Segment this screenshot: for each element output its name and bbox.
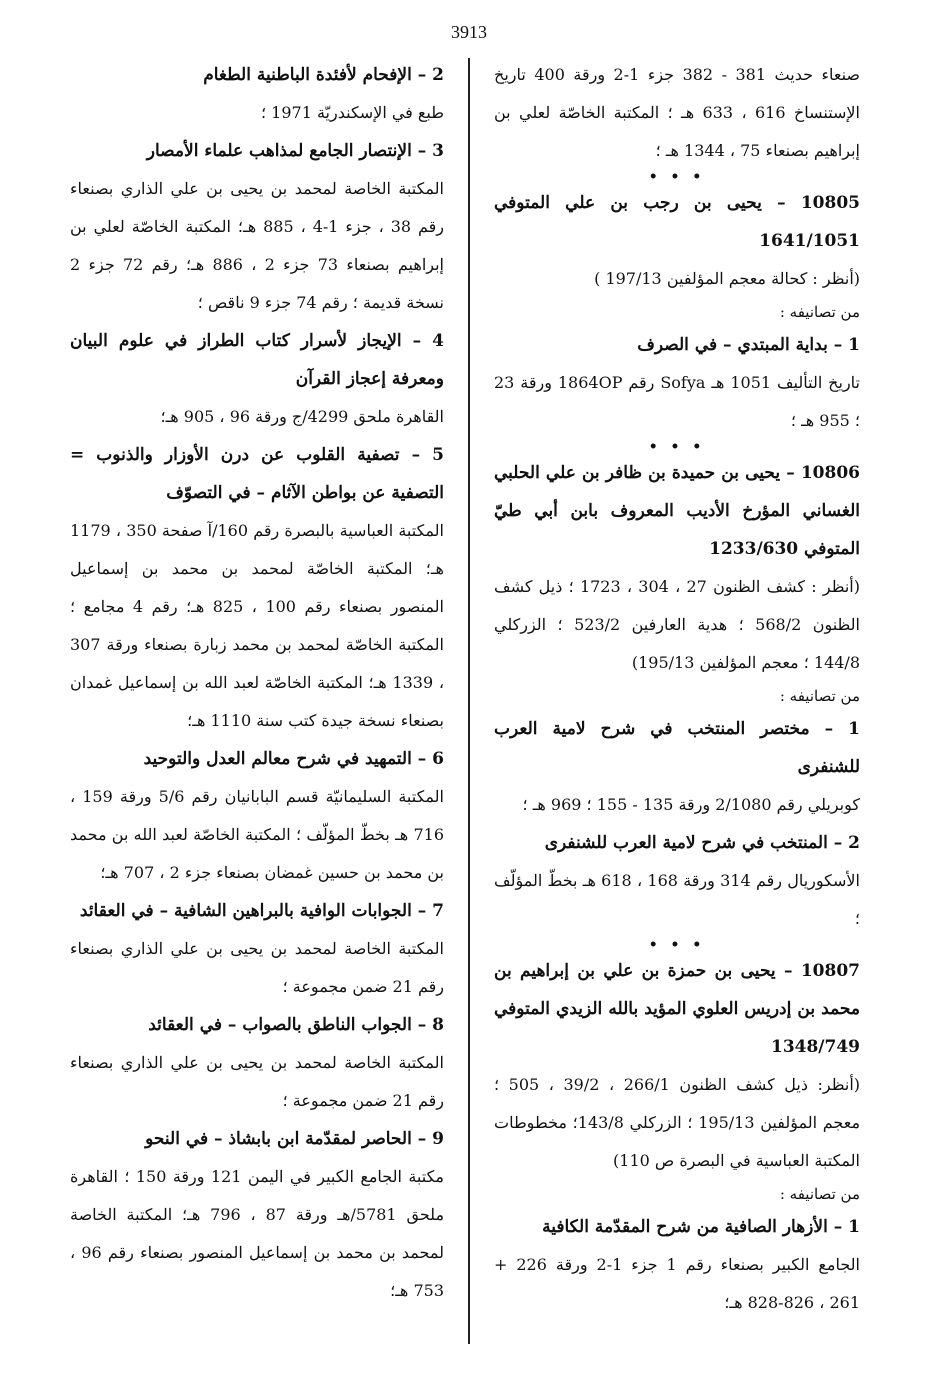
work-heading-5: 1 – بداية المبتدي – في الصرف	[637, 335, 860, 355]
section-label-4: من تصانيفه :	[779, 303, 860, 321]
paragraph-9: المكتبة السليمانيّة قسم البابانيان رقم 5/6 ورقة 159 ، 716 هـ بخطّ المؤلّف ؛ المكتبة الخاصّة لعبد الله بن محمد بن محمد بن حسين غمضان بصنعاء جزء 2 ، 707 هـ؛	[70, 787, 444, 882]
separator-dots-15: • • •	[648, 937, 706, 953]
paragraph-12: كوبريلي رقم 2/1080 ورقة 135 - 155 ؛ 969 هـ ؛	[522, 795, 860, 814]
work-heading-12: 8 – الجواب الناطق بالصواب – في العقائد	[148, 1015, 444, 1035]
entry-heading-16: 10807 – يحيى بن حمزة بن علي بن إبراهيم بن محمد بن إدريس العلوي المؤيد بالله الزيدي المتوفي 1348/749	[494, 961, 860, 1057]
work-heading-8: 6 – التمهيد في شرح معالم العدل والتوحيد	[143, 749, 444, 769]
paragraph-6: تاريخ التأليف 1051 هـ Sofya رقم 1864OP ورقة 23 ؛ 955 هـ ؛	[494, 373, 860, 430]
section-label-18: من تصانيفه :	[779, 1185, 860, 1203]
paragraph-14: الأسكوريال رقم 314 ورقة 168 ، 618 هـ بخطّ المؤلّف ؛	[494, 871, 860, 928]
separator-dots-1: • • •	[648, 169, 706, 185]
paragraph-7: المكتبة العباسية بالبصرة رقم 160/آ صفحة 350 ، 1179 هـ؛ المكتبة الخاصّة لمحمد بن محمد بن إسماعيل المنصور بصنعاء رقم 100 ، 825 هـ؛ رقم 4 مجامع ؛ المكتبة الخاصّة لمحمد بن محمد زبارة بصنعاء ورقة 307 ، 1339 هـ؛ المكتبة الخاصّة لعبد الله بن إسماعيل غمدان بصنعاء نسخة جيدة كتب سنة 1110 هـ؛	[70, 521, 444, 730]
work-heading-0: 2 – الإفحام لأفئدة الباطنية الطغام	[203, 65, 444, 85]
paragraph-11: المكتبة الخاصة لمحمد بن يحيى بن علي الذاري بصنعاء رقم 21 ضمن مجموعة ؛	[70, 939, 444, 996]
work-heading-2: 3 – الإنتصار الجامع لمذاهب علماء الأمصار	[146, 141, 444, 161]
paragraph-3: (أنظر : كحالة معجم المؤلفين 197/13 )	[594, 269, 860, 288]
entry-heading-2: 10805 – يحيى بن رجب بن علي المتوفي 1641/1051	[494, 193, 860, 251]
work-heading-13: 2 – المنتخب في شرح لامية العرب للشنفرى	[544, 833, 860, 853]
section-label-10: من تصانيفه :	[779, 687, 860, 705]
work-heading-14: 9 – الحاصر لمقدّمة ابن بابشاذ – في النحو	[145, 1129, 444, 1149]
work-heading-10: 7 – الجوابات الوافية بالبراهين الشافية – في العقائد	[79, 901, 444, 921]
paragraph-5: القاهرة ملحق 4299/ج ورقة 96 ، 905 هـ؛	[160, 407, 444, 426]
column-divider	[468, 58, 470, 1344]
paragraph-20: الجامع الكبير بصنعاء رقم 1 جزء 1-2 ورقة 226 + 261 ، 826-828 هـ؛	[494, 1255, 861, 1312]
work-heading-19: 1 – الأزهار الصافية من شرح المقدّمة الكافية	[542, 1217, 860, 1237]
work-heading-11: 1 – مختصر المنتخب في شرح لامية العرب للشنفرى	[494, 719, 860, 777]
left-column	[70, 56, 444, 1310]
work-heading-4: 4 – الإيجاز لأسرار كتاب الطراز في علوم البيان ومعرفة إعجاز القرآن	[70, 331, 444, 389]
paragraph-3: المكتبة الخاصة لمحمد بن يحيى بن علي الذاري بصنعاء رقم 38 ، جزء 1-4 ، 885 هـ؛ المكتبة الخاصّة لعلي بن إبراهيم بصنعاء 73 جزء 2 ، 886 هـ؛ رقم 72 جزء 2 نسخة قديمة ؛ رقم 74 جزء 9 ناقص ؛	[70, 179, 445, 312]
paragraph-15: مكتبة الجامع الكبير في اليمن 121 ورقة 150 ؛ القاهرة ملحق 5781/هـ ورقة 87 ، 796 هـ؛ المكتبة الخاصة لمحمد بن محمد بن إسماعيل المنصور بصنعاء رقم 96 ، 753 هـ؛	[70, 1167, 445, 1300]
right-column	[494, 56, 860, 1322]
page-number: 3913	[451, 22, 487, 42]
paragraph-9: (أنظر : كشف الظنون 27 ، 304 ، 1723 ؛ ذيل كشف الظنون 568/2 ؛ هدية العارفين 523/2 ؛ الزركلي 144/8 ؛ معجم المؤلفين 195/13)	[494, 577, 861, 672]
separator-dots-7: • • •	[648, 439, 706, 455]
paragraph-0: صنعاء حديث 381 - 382 جزء 1-2 ورقة 400 تاريخ الإستنساخ 616 ، 633 هـ ؛ المكتبة الخاصّة لعلي بن إبراهيم بصنعاء 75 ، 1344 هـ ؛	[494, 65, 861, 160]
entry-heading-8: 10806 – يحيى بن حميدة بن ظافر بن علي الحلبي الغساني المؤرخ الأديب المعروف بابن أبي طيّ المتوفي 1233/630	[494, 463, 860, 559]
paragraph-1: طبع في الإسكندريّة 1971 ؛	[260, 103, 444, 122]
paragraph-13: المكتبة الخاصة لمحمد بن يحيى بن علي الذاري بصنعاء رقم 21 ضمن مجموعة ؛	[70, 1053, 444, 1110]
work-heading-6: 5 – تصفية القلوب عن درن الأوزار والذنوب = التصفية عن بواطن الآثام – في التصوّف	[70, 445, 444, 503]
paragraph-17: (أنظر: ذيل كشف الظنون 266/1 ، 39/2 ، 505 ؛ معجم المؤلفين 195/13 ؛ الزركلي 143/8؛ مخطوطات المكتبة العباسية في البصرة ص 110)	[494, 1075, 861, 1170]
